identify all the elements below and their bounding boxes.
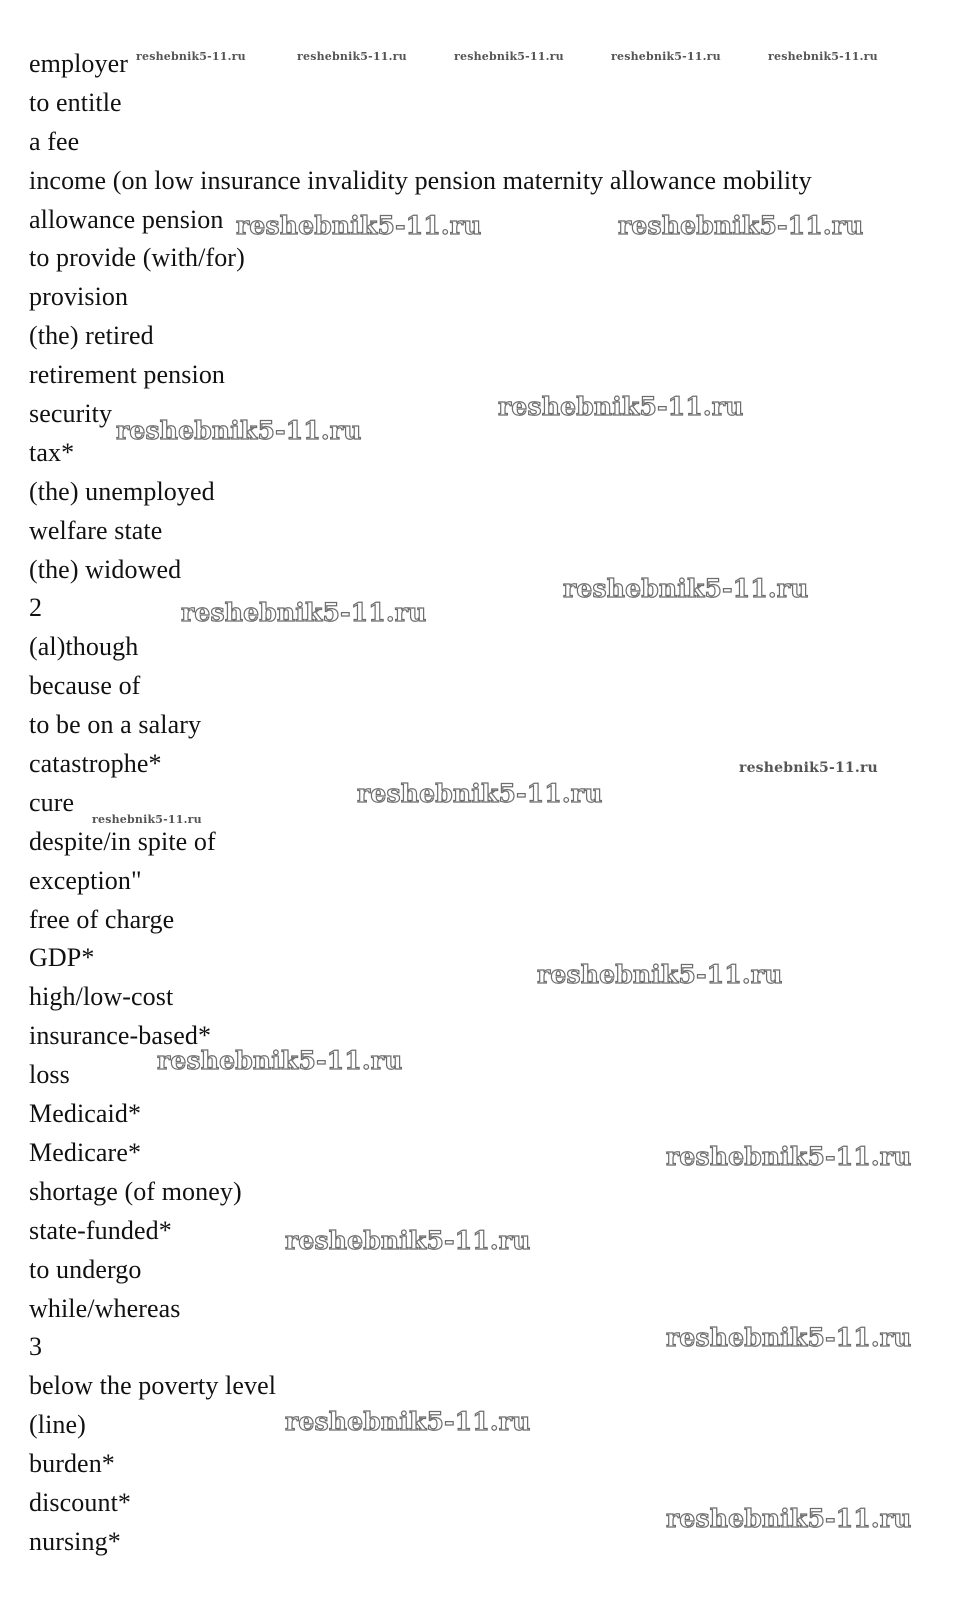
- list-item: (the) widowed: [29, 554, 182, 584]
- list-item: (line): [29, 1410, 86, 1440]
- list-item: to undergo: [29, 1254, 142, 1284]
- watermark: reshebnik5-11.ru: [618, 211, 864, 240]
- list-item: burden*: [29, 1449, 115, 1479]
- watermark: reshebnik5-11.ru: [92, 813, 202, 826]
- list-item: (the) unemployed: [29, 476, 215, 506]
- list-item: high/low-cost: [29, 982, 174, 1012]
- list-item: provision: [29, 282, 129, 312]
- watermark: reshebnik5-11.ru: [157, 1046, 403, 1075]
- list-item: below the poverty level: [29, 1371, 277, 1401]
- list-item: retirement pension: [29, 360, 226, 390]
- list-item: to provide (with/for): [29, 243, 245, 273]
- list-item: (al)though: [29, 632, 139, 662]
- watermark: reshebnik5-11.ru: [236, 211, 482, 240]
- watermark: reshebnik5-11.ru: [285, 1226, 531, 1255]
- list-item: Medicare*: [29, 1137, 142, 1167]
- list-item: exception": [29, 865, 142, 895]
- list-item: a fee: [29, 126, 80, 156]
- list-item: to be on a salary: [29, 710, 202, 740]
- list-item: nursing*: [29, 1526, 121, 1556]
- watermark: reshebnik5-11.ru: [297, 50, 407, 63]
- list-item: discount*: [29, 1487, 132, 1517]
- list-item: security: [29, 399, 113, 429]
- watermark: reshebnik5-11.ru: [666, 1142, 912, 1171]
- watermark: reshebnik5-11.ru: [563, 574, 809, 603]
- watermark: reshebnik5-11.ru: [285, 1407, 531, 1436]
- section-number: 3: [29, 1332, 43, 1362]
- watermark: reshebnik5-11.ru: [498, 392, 744, 421]
- list-item: while/whereas: [29, 1293, 181, 1323]
- list-item: loss: [29, 1060, 70, 1090]
- list-item: catastrophe*: [29, 749, 162, 779]
- watermark: reshebnik5-11.ru: [611, 50, 721, 63]
- watermark: reshebnik5-11.ru: [181, 598, 427, 627]
- list-item: insurance-based*: [29, 1021, 212, 1051]
- list-item: allowance pension: [29, 204, 224, 234]
- list-item: free of charge: [29, 904, 175, 934]
- list-item: because of: [29, 671, 141, 701]
- section-number: 2: [29, 593, 43, 623]
- watermark: reshebnik5-11.ru: [136, 50, 246, 63]
- list-item: despite/in spite of: [29, 826, 216, 856]
- list-item: welfare state: [29, 515, 163, 545]
- list-item: tax*: [29, 437, 75, 467]
- watermark: reshebnik5-11.ru: [768, 50, 878, 63]
- watermark: reshebnik5-11.ru: [116, 416, 362, 445]
- list-item: cure: [29, 787, 75, 817]
- list-item: state-funded*: [29, 1215, 172, 1245]
- list-item: (the) retired: [29, 321, 154, 351]
- list-item: income (on low insurance invalidity pension maternity allowance mobility: [29, 165, 812, 195]
- watermark: reshebnik5-11.ru: [666, 1323, 912, 1352]
- list-item: shortage (of money): [29, 1176, 242, 1206]
- watermark: reshebnik5-11.ru: [537, 960, 783, 989]
- watermark: reshebnik5-11.ru: [357, 779, 603, 808]
- watermark: reshebnik5-11.ru: [739, 760, 878, 776]
- list-item: GDP*: [29, 943, 95, 973]
- watermark: reshebnik5-11.ru: [666, 1504, 912, 1533]
- list-item: employer: [29, 49, 128, 78]
- list-item: to entitle: [29, 87, 122, 117]
- watermark: reshebnik5-11.ru: [454, 50, 564, 63]
- list-item: Medicaid*: [29, 1099, 142, 1129]
